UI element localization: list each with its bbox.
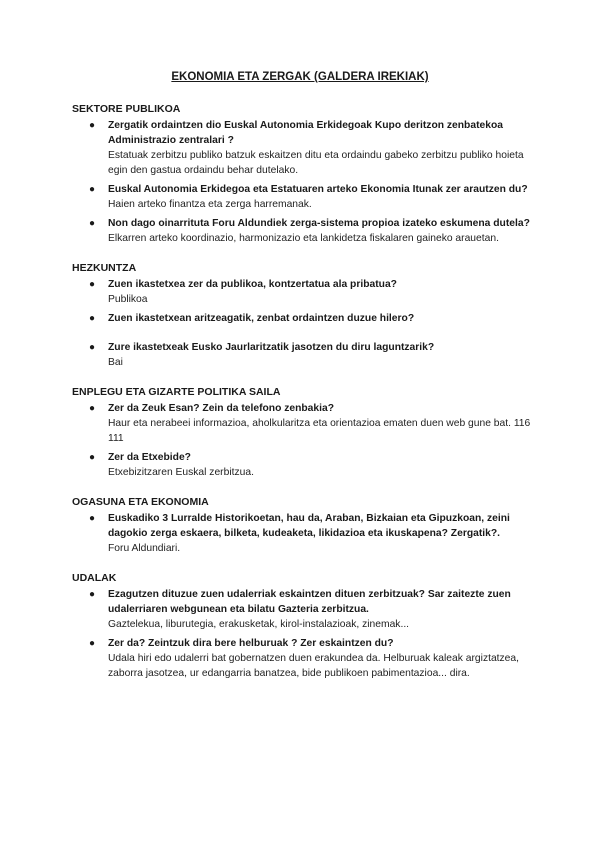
- section-heading: UDALAK: [72, 572, 117, 584]
- list-item: [72, 182, 532, 212]
- bullet-icon: ●: [89, 120, 96, 131]
- question-text: Zuen ikastetxea zer da publikoa, kontzertatua ala pribatua?: [108, 279, 397, 290]
- answer-text: Haien arteko finantza eta zerga harremanak.: [108, 199, 312, 210]
- answer-text: Foru Aldundiari.: [108, 543, 181, 554]
- bullet-icon: ●: [89, 184, 96, 195]
- list-item: [72, 401, 532, 446]
- bullet-icon: ●: [89, 589, 96, 600]
- bullet-icon: ●: [89, 452, 96, 463]
- bullet-icon: ●: [89, 513, 96, 524]
- section-heading: SEKTORE PUBLIKOA: [72, 103, 181, 115]
- question-text: Non dago oinarrituta Foru Aldundiek zerga-sistema propioa izateko eskumena dutela?: [108, 218, 530, 229]
- section-hezkuntza: [72, 260, 532, 370]
- question-text: Zer da? Zeintzuk dira bere helburuak ? Zer eskaintzen du?: [108, 638, 394, 649]
- answer-text: Bai: [108, 357, 123, 368]
- document-title: EKONOMIA ETA ZERGAK (GALDERA IREKIAK): [171, 71, 429, 83]
- list-item: [72, 118, 532, 178]
- question-list: [72, 277, 532, 370]
- section-udalak: [72, 570, 532, 681]
- section-sektore-publikoa: [72, 101, 532, 246]
- answer-text: Gaztelekua, liburutegia, erakusketak, kirol-instalazioak, zinemak...: [108, 619, 410, 630]
- answer-text: Etxebizitzaren Euskal zerbitzua.: [108, 467, 254, 478]
- list-item: [72, 636, 532, 681]
- question-list: [72, 401, 532, 480]
- list-item: [72, 216, 532, 246]
- question-list: [72, 587, 532, 681]
- question-text: Zergatik ordaintzen dio Euskal Autonomia Erkidegoak Kupo deritzon zenbatekoa Administrazio zentralari ?: [108, 120, 503, 146]
- question-text: Ezagutzen dituzue zuen udalerriak eskaintzen dituen zerbitzuak? Sar zaitezte zuen udalerriaren webgunean eta bilatu Gazteria zerbitzua.: [108, 589, 511, 615]
- bullet-icon: ●: [89, 279, 96, 290]
- list-item: [72, 587, 532, 632]
- question-list: [72, 511, 532, 556]
- bullet-icon: ●: [89, 403, 96, 414]
- section-enplegu: [72, 384, 532, 480]
- list-item: [72, 450, 532, 480]
- answer-text: Elkarren arteko koordinazio, harmonizazio eta lankidetza fiskalaren gaineko arauetan.: [108, 233, 499, 244]
- document-body: [72, 101, 532, 695]
- question-text: Euskal Autonomia Erkidegoa eta Estatuaren arteko Ekonomia Itunak zer arautzen du?: [108, 184, 528, 195]
- question-text: Zer da Zeuk Esan? Zein da telefono zenbakia?: [108, 403, 335, 414]
- section-heading: OGASUNA ETA EKONOMIA: [72, 496, 209, 508]
- question-text: Euskadiko 3 Lurralde Historikoetan, hau da, Araban, Bizkaian eta Gipuzkoan, zeini dagokio zerga eskaera, bilketa, kudeaketa, likidazioa eta ikuskapena? Zergatik?.: [108, 513, 510, 539]
- question-list: [72, 118, 532, 246]
- section-heading: HEZKUNTZA: [72, 262, 137, 274]
- list-item: [72, 277, 532, 307]
- list-item: [72, 340, 532, 370]
- bullet-icon: ●: [89, 638, 96, 649]
- bullet-icon: ●: [89, 342, 96, 353]
- bullet-icon: ●: [89, 313, 96, 324]
- question-text: Zure ikastetxeak Eusko Jaurlaritzatik jasotzen du diru laguntzarik?: [108, 342, 435, 353]
- answer-text: Haur eta nerabeei informazioa, aholkularitza eta orientazioa ematen duen web gune bat. 116 111: [108, 418, 531, 444]
- answer-text: Estatuak zerbitzu publiko batzuk eskaitzen ditu eta ordaindu gabeko zerbitzu publiko hoieta egin den gastua ordaindu behar dutelako.: [108, 150, 524, 176]
- answer-text: Publikoa: [108, 294, 148, 305]
- section-ogasuna: [72, 494, 532, 556]
- section-heading: ENPLEGU ETA GIZARTE POLITIKA SAILA: [72, 386, 281, 398]
- list-item: [72, 311, 532, 326]
- answer-text: Udala hiri edo udalerri bat gobernatzen duen erakundea da. Helburuak kaleak argiztatzea, zaborra jasotzea, ur edangarria banatzea, bide publikoen pabimentazioa... dira.: [108, 653, 520, 679]
- question-text: Zer da Etxebide?: [108, 452, 191, 463]
- list-item: [72, 511, 532, 556]
- question-text: Zuen ikastetxean aritzeagatik, zenbat ordaintzen duzue hilero?: [108, 313, 415, 324]
- bullet-icon: ●: [89, 218, 96, 229]
